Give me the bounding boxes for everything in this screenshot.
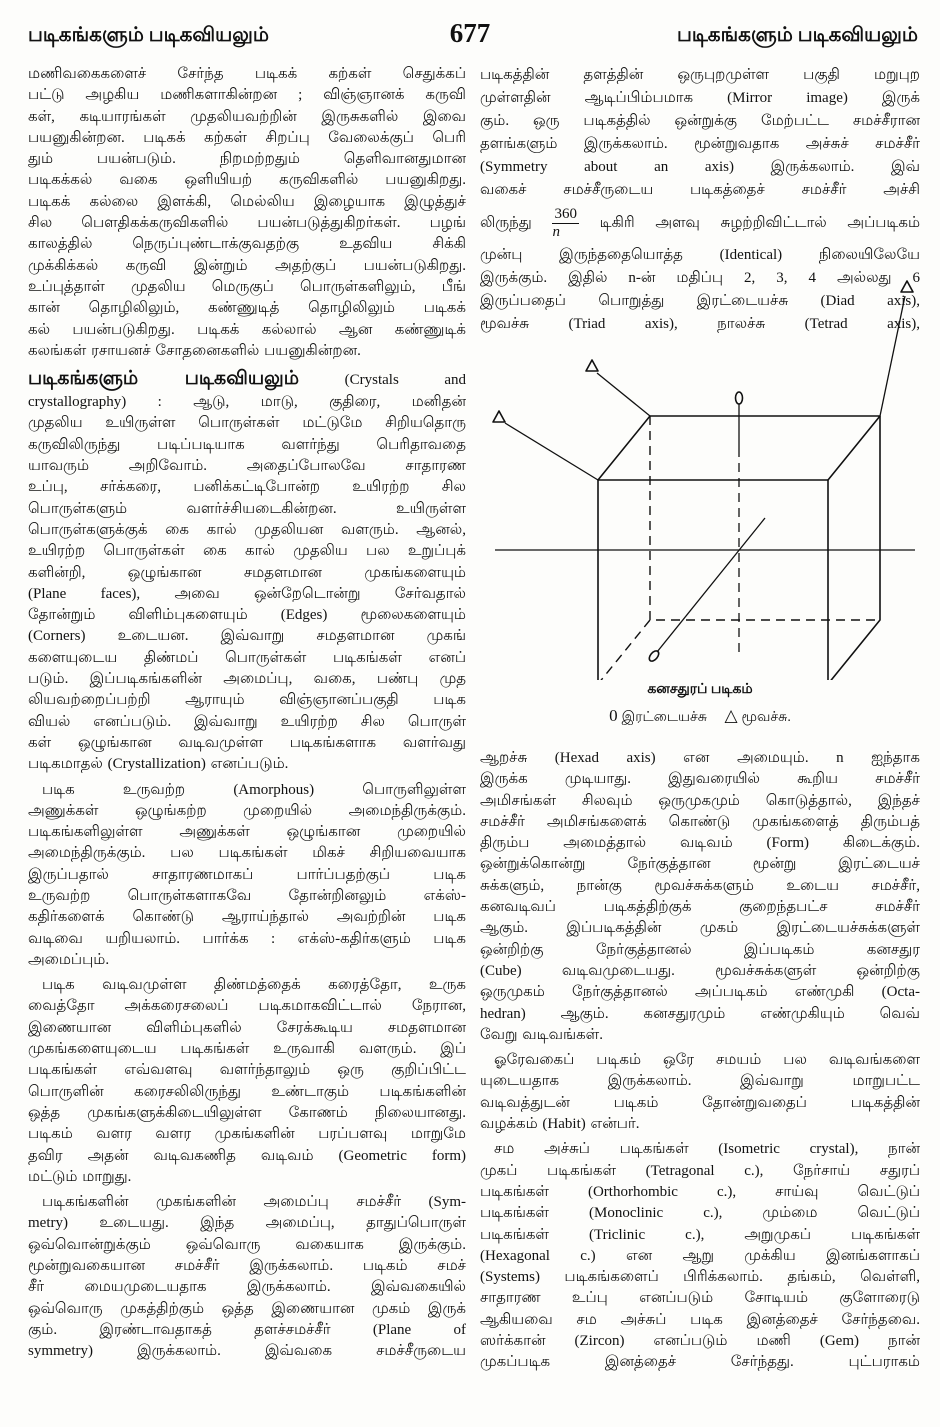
paragraph [28, 64, 466, 362]
right-column-bottom [480, 748, 920, 1378]
text-line: களின்றி, ஒழுங்கான சமதளமான முகங்களையும் [28, 564, 466, 581]
text-line: மூன்றுவகையான சமச்சீர் இருக்கலாம். படிகம் சமச் [28, 1258, 466, 1275]
text-line: வடிவை யறியலாம். பார்க்க : எக்ஸ்-கதிர்களும் படிக [28, 930, 466, 947]
text-line: உப்பு, சர்க்கரை, பனிக்கட்டிபோன்ற உயிரற்ற சில [28, 479, 466, 496]
text-line: மணிவகைகளைச் சேர்ந்த படிகக் கற்கள் செதுக்கப் [28, 66, 466, 82]
text-line: இருக்கும். இதில் n-ன் மதிப்பு 2, 3, 4 அல்லது 6 [480, 270, 920, 286]
text-line: பொருள்களுக்குக் கை கால் முதலியன வளரும். ஆனல், [28, 521, 466, 538]
text-line: பயனுகின்றன. படிகக் கற்கள் சிறப்பு வேலைக்குப் பெரி [28, 129, 466, 146]
text-line: படும். இப்படிகங்களின் அமைப்பு, வகை, பண்பு முத [28, 671, 466, 688]
text-line: (Cube) வடிவமுடையது. மூவச்சுக்களுள் ஒன்றிற்கு [480, 962, 920, 979]
text-line: symmetry) இருக்கலாம். இவ்வகை சமச்சீருடைய [28, 1343, 466, 1360]
text-line: வகைச் சமச்சீருடைய படிகத்தைச் சமச்சீர் அச்சி [480, 182, 920, 198]
text-line: வேறு வடிவங்கள். [480, 1026, 603, 1043]
text-line: யுடையதாக இருக்கலாம். இவ்வாறு மாறுபட்ட [480, 1073, 920, 1090]
text-line: படிகம் வளர வளர முகங்களின் பரப்பளவு மாறுமே [28, 1126, 466, 1143]
text-line: படிகங்கள் (Orthorhombic c.), சாய்வு வெட்டுப் [480, 1183, 920, 1200]
triad-legend-symbol: △ [724, 706, 738, 725]
triad-axis [880, 296, 905, 416]
text-line: சீர் மையமுடையதாக இருக்கலாம். இவ்வகையில் [28, 1279, 466, 1296]
text-line: உப்புத்தாள் முதலிய மெருகுப் பொருள்களிலும், பீங் [28, 278, 466, 295]
text-line: கதிர்களைக் கொண்டு ஆராய்ந்தால் அவற்றின் படிக [28, 909, 466, 926]
paragraph [28, 780, 466, 972]
text-line: சுக்களும், நான்கு மூவச்சுக்களும் உடைய சமச்சீர், [480, 877, 920, 894]
text-line: ஸர்க்கான் (Zircon) எனப்படும் மணி (Gem) நான் [480, 1333, 920, 1350]
text-line: தளங்களும் இருக்கலாம். மூன்றுவதாக அச்சுச் சமச்சீர் [480, 136, 920, 152]
triad-legend-label: மூவச்சு. [741, 710, 791, 725]
cube-right-edges [828, 416, 880, 680]
text-line: கருவிலிருந்து படிப்படியாக வளர்ந்து பெரிதாவதை [28, 436, 466, 453]
text-line: சம அச்சுப் படிகங்கள் (Isometric crystal), நான் [494, 1141, 920, 1158]
text-line: முகப் படிகங்கள் (Tetragonal c.), நேர்சாய் சதுரப் [480, 1162, 920, 1179]
text-line: வடிவத்துடன் படிகம் தோன்றுவதைப் படிகத்தின் [480, 1094, 920, 1111]
text-line: அமிசங்கள் சிலவும் ஒருமுகமும் கொடுத்தால், இந்தச் [480, 792, 920, 809]
running-header-right: படிகங்களும் படிகவியலும் [677, 24, 918, 46]
triad-axis [505, 423, 598, 480]
text-line: (Plane faces), அவை ஒன்றேடொன்று சேர்வதால் [28, 585, 466, 602]
text-line: கனவடிவப் படிகத்திற்குக் குறைந்தபட்ச சமச்சீர் [480, 899, 920, 916]
fraction-denominator: n [552, 224, 560, 241]
text-line: (Hexagonal c.) என ஆறு முக்கிய இனங்களாகப் [480, 1247, 920, 1264]
text-line: உயிரற்ற பொருள்கள் கை கால் முதலிய பல உறுப்புக் [28, 543, 466, 560]
text-line: ஒன்றிற்கு நேர்குத்தானல் இப்படிகம் கனசதுர [480, 941, 920, 958]
paragraph [28, 366, 466, 775]
text-line: கள், கடியாரங்கள் முதலியவற்றின் இருசுகளில் இவை [28, 108, 466, 125]
text-line: முதலிய உயிருள்ள பொருள்கள் மட்டுமே சிறியதொரு [28, 415, 466, 432]
text-line: metry) உடையது. இந்த அமைப்பு, தாதுப்பொருள் [28, 1215, 466, 1232]
text-line: வழக்கம் (Habit) என்பர். [480, 1116, 640, 1133]
left-column [28, 64, 466, 1367]
page-number: 677 [449, 18, 491, 48]
text-line: படிகங்கள் எவ்வளவு வளர்ந்தாலும் ஒரு குறிப்பிட்ட [28, 1062, 466, 1079]
text-line: இருப்பதைப் பொறுத்து இரட்டையச்சு (Diad axis), [480, 293, 920, 309]
text-line: பொருளின் கரைசலிலிருந்து உண்டாகும் படிகங்களின் [28, 1083, 466, 1100]
text-line: படிகங்களிலுள்ள அணுக்கள் ஒழுங்கான முறையில் [28, 824, 466, 841]
text-line: தோன்றும் விளிம்புகளையும் (Edges) மூலைகளையும் [28, 607, 466, 624]
diad-symbol [736, 392, 743, 404]
text-line: ஆறச்சு (Hexad axis) என அமையும். n ஐந்தாக [480, 750, 920, 766]
text-line: வியல் எனப்படும். இவ்வாறு உயிரற்ற சில பொருள் [28, 713, 466, 730]
text-line: ஒவ்வொன்றுக்கும் ஒவ்வொரு வகையாக இருக்கும். [28, 1236, 466, 1253]
text-line: படிகக்கல் வகை ஒளியியற் கருவிகளில் பயனுகிறது. [28, 172, 466, 189]
text-line: சமச்சீர் அமிசங்களைக் கொண்டு முகங்களைத் திரும்பத் [480, 813, 920, 830]
diad-symbol [647, 649, 660, 663]
text-line: முன்பு இருந்ததையொத்த (Identical) நிலையிலேயே [480, 247, 920, 263]
text-line: வைத்தோ அக்கரைசலைப் படிகமாகவிட்டால் நேரான, [28, 998, 466, 1015]
text-line: யாவரும் அறிவோம். அதைப்போலவே சாதாரண [28, 458, 466, 475]
text-line: ஆகும். இப்படிகத்தின் முகம் இரட்டையச்சுக்களுள் [480, 920, 920, 937]
text-line: முகப்படிக இனத்தைச் சேர்ந்தது. புட்பராகம் [480, 1354, 920, 1371]
text-line: பொருள்களும் வளர்ச்சியடைகின்றன. உயிருள்ள [28, 500, 466, 517]
text-line: தும் பயன்படும். நிறமற்றதும் தெளிவானதுமான [28, 151, 466, 168]
text-line: படிகமாதல் (Crystallization) எனப்படும். [28, 756, 289, 773]
text-line: முகங்களையுடைய படிகங்கள் உருவாகி வளரும். இப் [28, 1041, 466, 1058]
text-line: உருவற்ற பொருள்களாகவே தோன்றினலும் எக்ஸ்- [28, 887, 466, 904]
text-line: ஒவ்வொரு முகத்திற்கும் ஒத்த இணையான முகம் இருக் [28, 1300, 466, 1317]
text-line: படிகங்கள் (Triclinic c.), அறுமுகப் படிகங்கள் [480, 1226, 920, 1243]
text-line: படிகங்கள் (Monoclinic c.), மும்மை வெட்டுப் [480, 1205, 920, 1222]
text-line: கள் ஒழுங்கான வடிவமுள்ள படிகங்களாக வளர்வது [28, 734, 466, 751]
text-line: அணுக்கள் ஒழுங்கற்ற முறையில் அமைந்திருக்கும். [28, 802, 466, 819]
text-line: கலங்கள் ரசாயனச் சோதனைகளில் பயனுகின்றன. [28, 342, 361, 359]
text-line: படிகங்களின் முகங்களின் அமைப்பு சமச்சீர் (Sym- [42, 1194, 466, 1211]
text-line [480, 202, 920, 244]
triad-symbol [493, 411, 505, 422]
text-line: அமைப்பும். [28, 951, 110, 968]
triad-axis [597, 373, 650, 416]
cube-crystal-diagram [480, 270, 920, 680]
paragraph [28, 975, 466, 1188]
cube-front-face [598, 480, 828, 680]
paragraph [480, 1139, 920, 1373]
text-line: படிக உருவற்ற (Amorphous) பொருளிலுள்ள [42, 781, 466, 798]
diad-axis-front-back [657, 518, 765, 652]
text-line: (Systems) படிகங்களைப் பிரிக்கலாம். தங்கம், வெள்ளி, [480, 1269, 920, 1286]
text-line: முக்கிக்கல் கருவி இன்றும் அதற்குப் பயன்படுகிறது. [28, 257, 466, 274]
text-line-part: (Crystals and [344, 372, 466, 389]
running-header-left: படிகங்களும் படிகவியலும் [28, 24, 269, 46]
text-line: பட்டு அழகிய மணிகளாகின்றன ; விஞ்ஞானக் கருவி [28, 87, 466, 104]
text-line: (Symmetry about an axis) இருக்கலாம். இவ் [480, 159, 920, 175]
text-line: crystallography) : ஆடு, மாடு, குதிரை, மனிதன் [28, 394, 466, 411]
text-line: இருப்பதால் சாதாரணமாகப் பார்ப்பதற்குப் படிக [28, 866, 466, 883]
diad-legend-label: இரட்டையச்சு [621, 710, 707, 725]
text-line: அமைந்திருக்கும். பல படிகங்கள் மிகச் சிறியவையாக [28, 845, 466, 862]
text-line: சில பௌதிகக்கருவிகளில் பயன்படுத்துகிறர்கள். பழங் [28, 215, 466, 232]
fraction-numerator: 360 [554, 206, 577, 223]
figure-caption: கனசதுரப் படிகம் [647, 682, 753, 697]
text-line: படிகத்தின் தளத்தின் ஒருபுறமுள்ள பகுதி மறுபுற [480, 67, 920, 83]
paragraph [28, 1192, 466, 1362]
text-line: களையுடைய திண்மப் பொருள்கள் படிகங்கள் எனப் [28, 649, 466, 666]
paragraph [480, 748, 920, 1046]
text-line: மூவச்சு (Triad axis), நாலச்சு (Tetrad axis), [480, 316, 920, 332]
text-line: ஆகியவை சம அச்சுப் படிக இனத்தைச் சேர்ந்தவை. [480, 1311, 920, 1328]
text-line: மட்டும் மாறுது. [28, 1168, 132, 1185]
fraction [552, 206, 579, 241]
triad-symbol [586, 360, 598, 371]
text-line: hedran) ஆகும். கனசதுரமும் எண்முகியும் வெவ் [480, 1005, 920, 1022]
text-line: கும். ஒரு படிகத்தில் ஒன்றுக்கு மேற்பட்ட சமச்சீரான [480, 113, 920, 129]
text-line: கும். இரண்டாவதாகத் தளச்சமச்சீர் (Plane of [28, 1321, 466, 1338]
text-line: ஓரேவகைப் படிகம் ஒரே சமயம் பல வடிவங்களை [494, 1052, 920, 1069]
paragraph-heading: படிகங்களும் படிகவியலும் [28, 368, 300, 390]
text-line: சாதாரண உப்பு எனப்படும் சோடியம் குளோரைடு [480, 1290, 920, 1307]
text-line: இணையான விளிம்புகளில் சேரக்கூடிய சமதளமான [28, 1019, 466, 1036]
paragraph [480, 1050, 920, 1135]
text-line: கல் பயன்படுகிறது. படிகக் கல்லால் ஆன கண்ணுடிக் [28, 321, 466, 338]
text-line: ஒன்றுக்கொன்று நேர்குத்தான மூன்று இரட்டையச் [480, 856, 920, 873]
text-line: இருக்க முடியாது. இதுவரையில் கூறிய சமச்சீர் [480, 771, 920, 788]
text-line: முள்ளதின் ஆடிப்பிம்பமாக (Mirror image) இருக் [480, 90, 920, 106]
diad-legend-symbol: 0 [609, 706, 618, 725]
text-line: திரும்ப அமைத்தால் வடிவம் (Form) கிடைக்கும். [480, 835, 920, 852]
text-line: படிக வடிவமுள்ள திண்மத்தைக் கரைத்தோ, உருக [42, 977, 466, 994]
text-line-part: டிகிரி அளவு சுழற்றிவிட்டால் அப்படிகம் [599, 215, 920, 231]
text-line: காலத்தில் நெருப்புண்டாக்குவதற்கு உதவிய சிக்கி [28, 236, 466, 253]
text-line: (Corners) உடையன. இவ்வாறு சமதளமான முகங் [28, 628, 466, 645]
text-line: தவிர அதன் வடிவகணித வடிவம் (Geometric form) [28, 1147, 466, 1164]
text-line: படிகக் கல்லை இளக்கி, மெல்லிய இழையாக இழுத்துச் [28, 193, 466, 210]
text-line: ஒருமுகம் நேர்குத்தானல் அப்படிகம் எண்முகி (Octa- [480, 984, 920, 1001]
text-line: ஒத்த முகங்களுக்கிடையிலுள்ள கோணம் நிலையானது. [28, 1104, 466, 1121]
text-line [28, 366, 466, 392]
text-line: கான் தொழிலிலும், கண்ணுடித் தொழிலிலும் படிகக் [28, 300, 466, 317]
text-line: லியவற்றைப்பற்றி ஆராயும் விஞ்ஞானப்பகுதி படிக [28, 692, 466, 709]
triad-symbol [901, 281, 913, 292]
text-line-part: லிருந்து [480, 215, 532, 231]
figure-legend [480, 706, 920, 728]
